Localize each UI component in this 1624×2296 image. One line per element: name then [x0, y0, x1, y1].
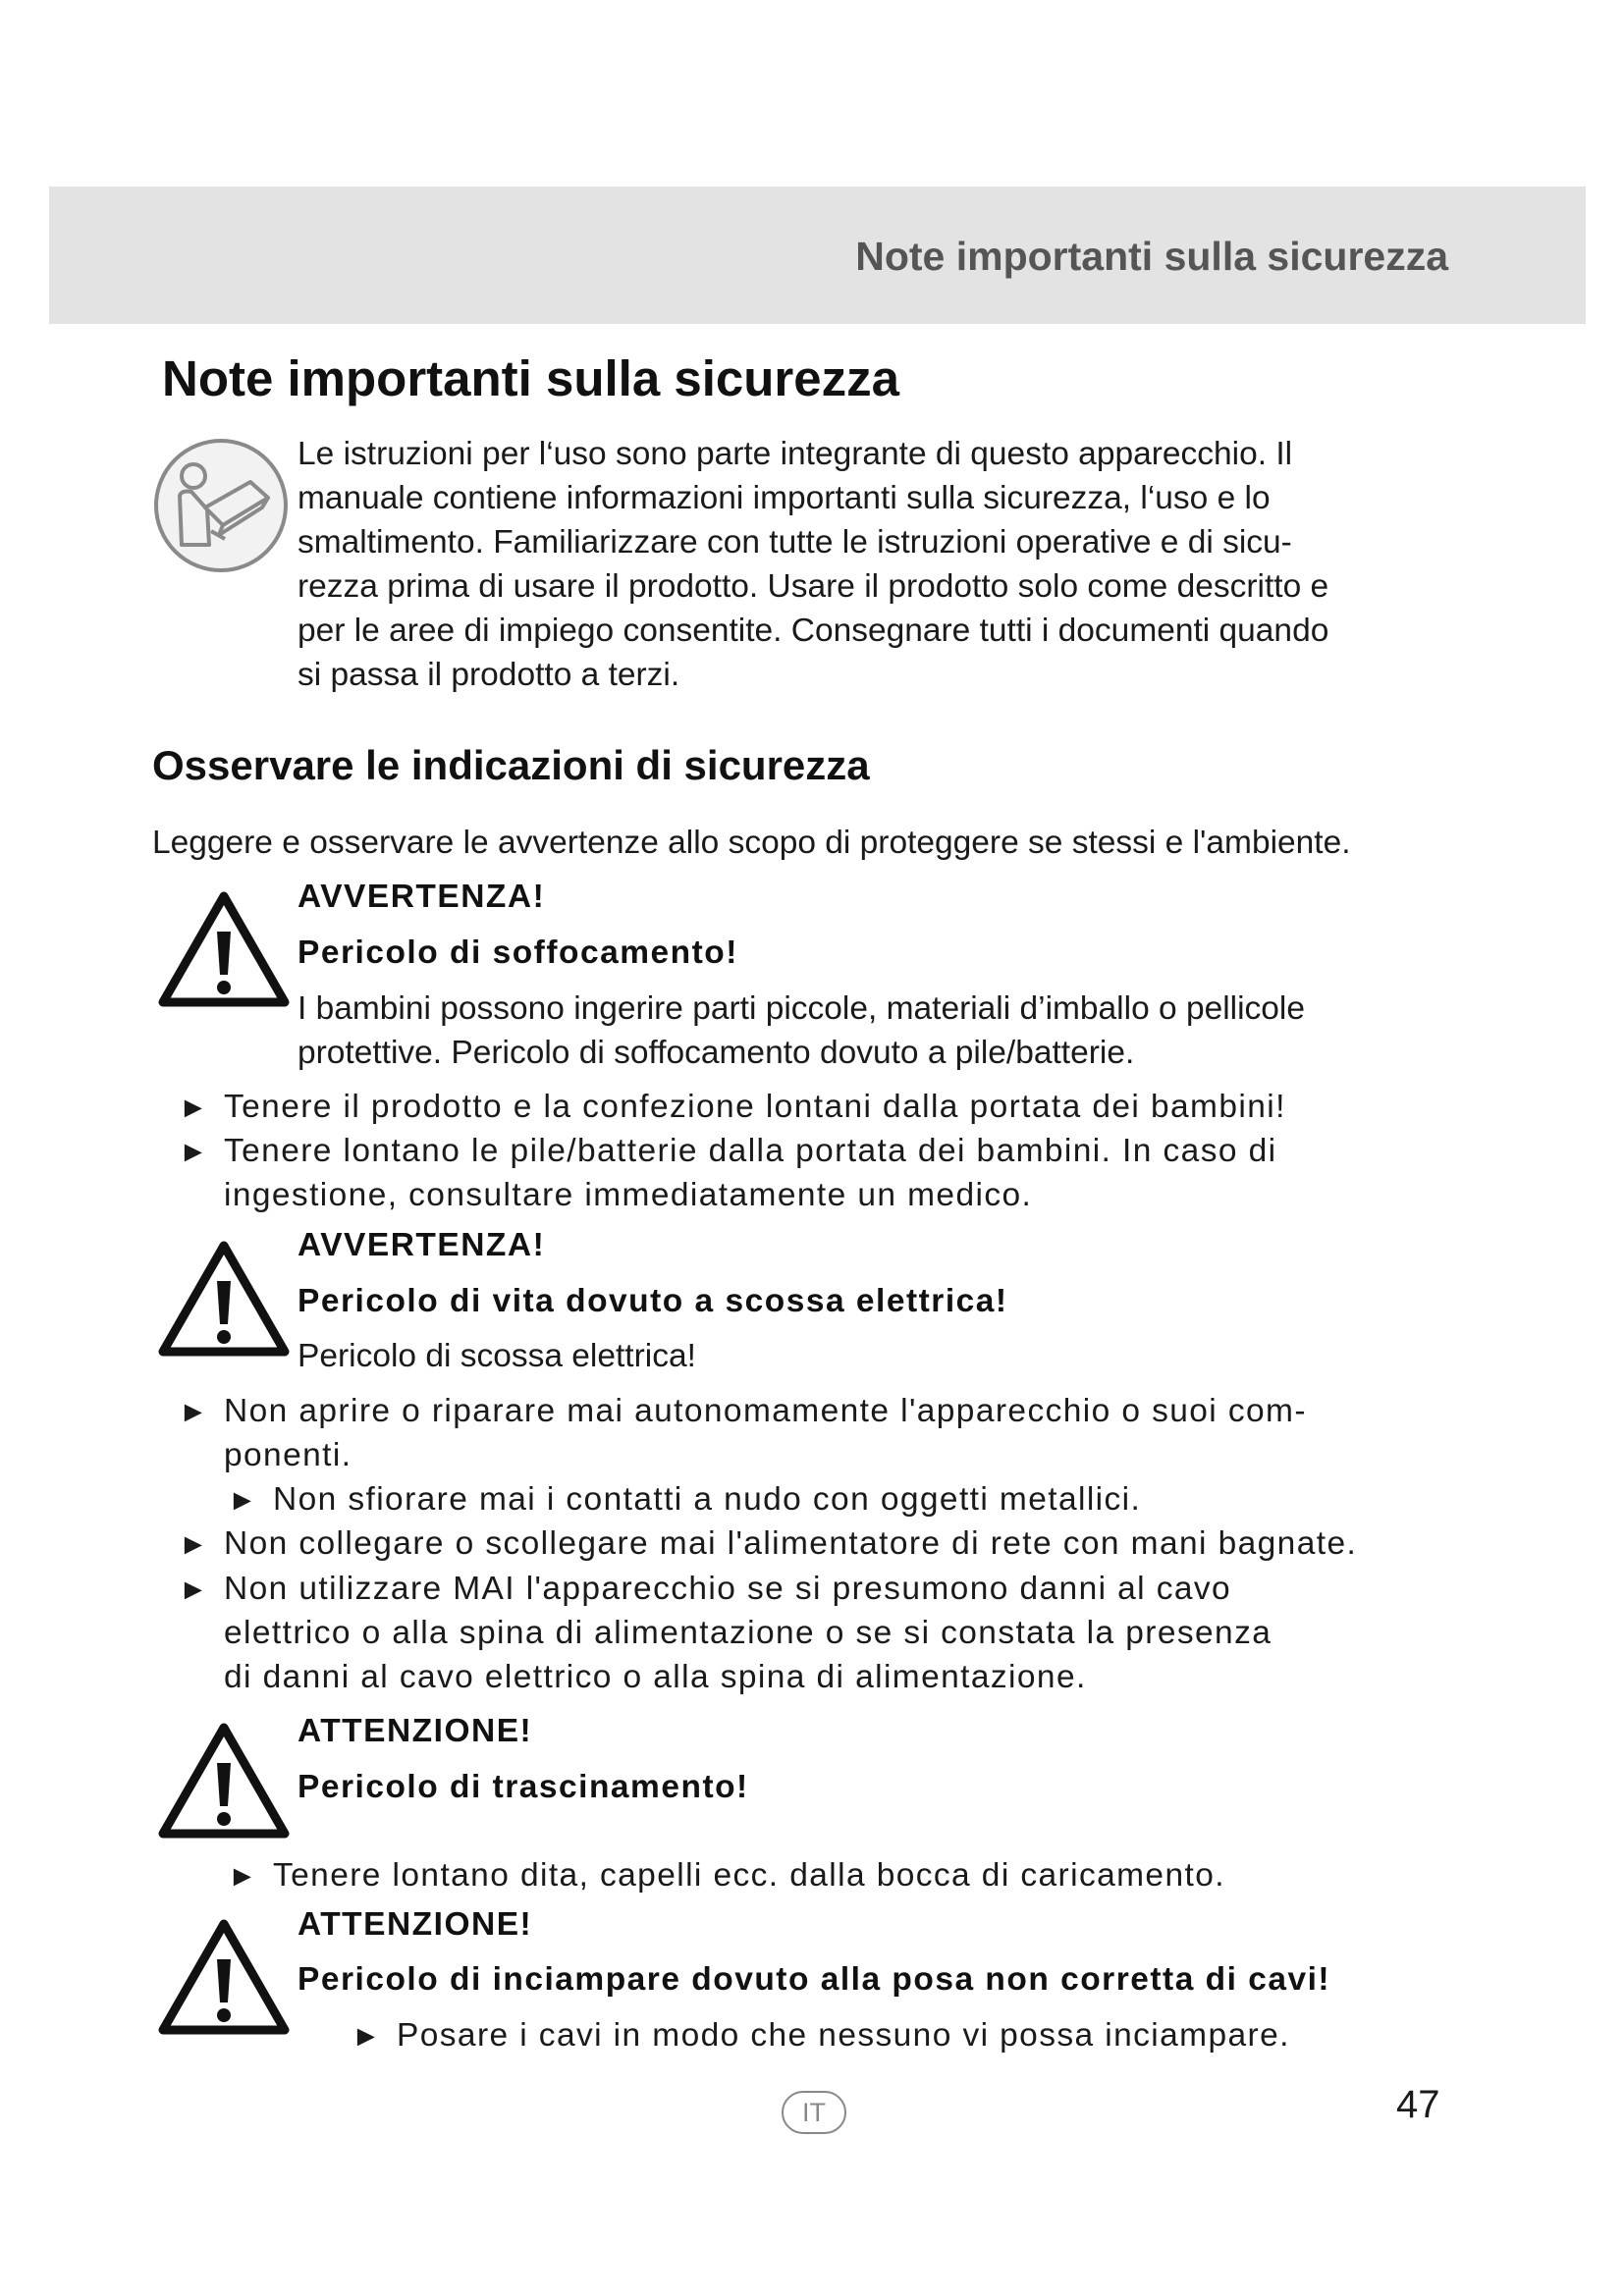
- bullet-arrow-icon: ►: [228, 1860, 259, 1893]
- bullet-item: ► Tenere lontano le pile/batterie dalla portata dei bambini. In caso di: [179, 1133, 1277, 1169]
- intro-line: smaltimento. Familiarizzare con tutte le istruzioni operative e di sicu-: [298, 524, 1292, 561]
- bullet-continuation: elettrico o alla spina di alimentazione o se si constata la presenza: [224, 1615, 1272, 1651]
- page-number: 47: [1396, 2083, 1440, 2126]
- intro-line: rezza prima di usare il prodotto. Usare il prodotto solo come descritto e: [298, 568, 1329, 605]
- language-badge: IT: [782, 2091, 846, 2134]
- warning-triangle-icon: [155, 1720, 293, 1842]
- warning-triangle-icon: [155, 888, 293, 1010]
- header-band: [49, 187, 1586, 324]
- intro-line: si passa il prodotto a terzi.: [298, 657, 680, 693]
- running-header-title: Note importanti sulla sicurezza: [855, 234, 1448, 279]
- warning-hazard: Pericolo di soffocamento!: [298, 934, 738, 971]
- bullet-item: ► Non sfiorare mai i contatti a nudo con oggetti metallici.: [228, 1481, 1142, 1518]
- page-title: Note importanti sulla sicurezza: [162, 350, 900, 406]
- warning-level: ATTENZIONE!: [298, 1906, 533, 1943]
- bullet-continuation: ingestione, consultare immediatamente un medico.: [224, 1177, 1033, 1213]
- bullet-arrow-icon: ►: [228, 1484, 259, 1517]
- bullet-item: ► Non collegare o scollegare mai l'alimentatore di rete con mani bagnate.: [179, 1525, 1358, 1562]
- bullet-arrow-icon: ►: [179, 1574, 210, 1606]
- intro-line: Le istruzioni per l‘uso sono parte integrante di questo apparecchio. Il: [298, 436, 1293, 472]
- warning-level: ATTENZIONE!: [298, 1713, 533, 1749]
- bullet-item: ► Non aprire o riparare mai autonomamente l'apparecchio o suoi com-: [179, 1393, 1307, 1429]
- warning-triangle-icon: [155, 1916, 293, 2038]
- bullet-item: ► Non utilizzare MAI l'apparecchio se si presumono danni al cavo: [179, 1571, 1232, 1607]
- read-manual-icon: [152, 437, 290, 574]
- bullet-continuation: di danni al cavo elettrico o alla spina di alimentazione.: [224, 1659, 1087, 1695]
- bullet-arrow-icon: ►: [179, 1092, 210, 1124]
- warning-hazard: Pericolo di vita dovuto a scossa elettrica!: [298, 1283, 1008, 1319]
- warning-text: protettive. Pericolo di soffocamento dovuto a pile/batterie.: [298, 1035, 1135, 1071]
- warning-hazard: Pericolo di inciampare dovuto alla posa non corretta di cavi!: [298, 1961, 1331, 1998]
- intro-line: manuale contiene informazioni importanti sulla sicurezza, l‘uso e lo: [298, 480, 1271, 516]
- warning-hazard: Pericolo di trascinamento!: [298, 1769, 749, 1805]
- bullet-arrow-icon: ►: [179, 1136, 210, 1168]
- bullet-item: ► Posare i cavi in modo che nessuno vi possa inciampare.: [352, 2017, 1290, 2054]
- bullet-arrow-icon: ►: [179, 1528, 210, 1561]
- bullet-arrow-icon: ►: [179, 1396, 210, 1428]
- warning-level: AVVERTENZA!: [298, 879, 546, 915]
- section-heading: Osservare le indicazioni di sicurezza: [152, 742, 870, 788]
- warning-triangle-icon: [155, 1238, 293, 1360]
- warning-text: I bambini possono ingerire parti piccole, materiali d’imballo o pellicole: [298, 990, 1305, 1027]
- bullet-continuation: ponenti.: [224, 1437, 352, 1473]
- bullet-item: ► Tenere il prodotto e la confezione lontani dalla portata dei bambini!: [179, 1089, 1286, 1125]
- bullet-arrow-icon: ►: [352, 2020, 383, 2053]
- warning-text: Pericolo di scossa elettrica!: [298, 1338, 696, 1374]
- section-lead: Leggere e osservare le avvertenze allo scopo di proteggere se stessi e l'ambiente.: [152, 825, 1351, 861]
- bullet-item: ► Tenere lontano dita, capelli ecc. dalla bocca di caricamento.: [228, 1857, 1225, 1894]
- intro-paragraph: [298, 432, 1456, 697]
- intro-line: per le aree di impiego consentite. Consegnare tutti i documenti quando: [298, 613, 1329, 649]
- warning-level: AVVERTENZA!: [298, 1227, 546, 1263]
